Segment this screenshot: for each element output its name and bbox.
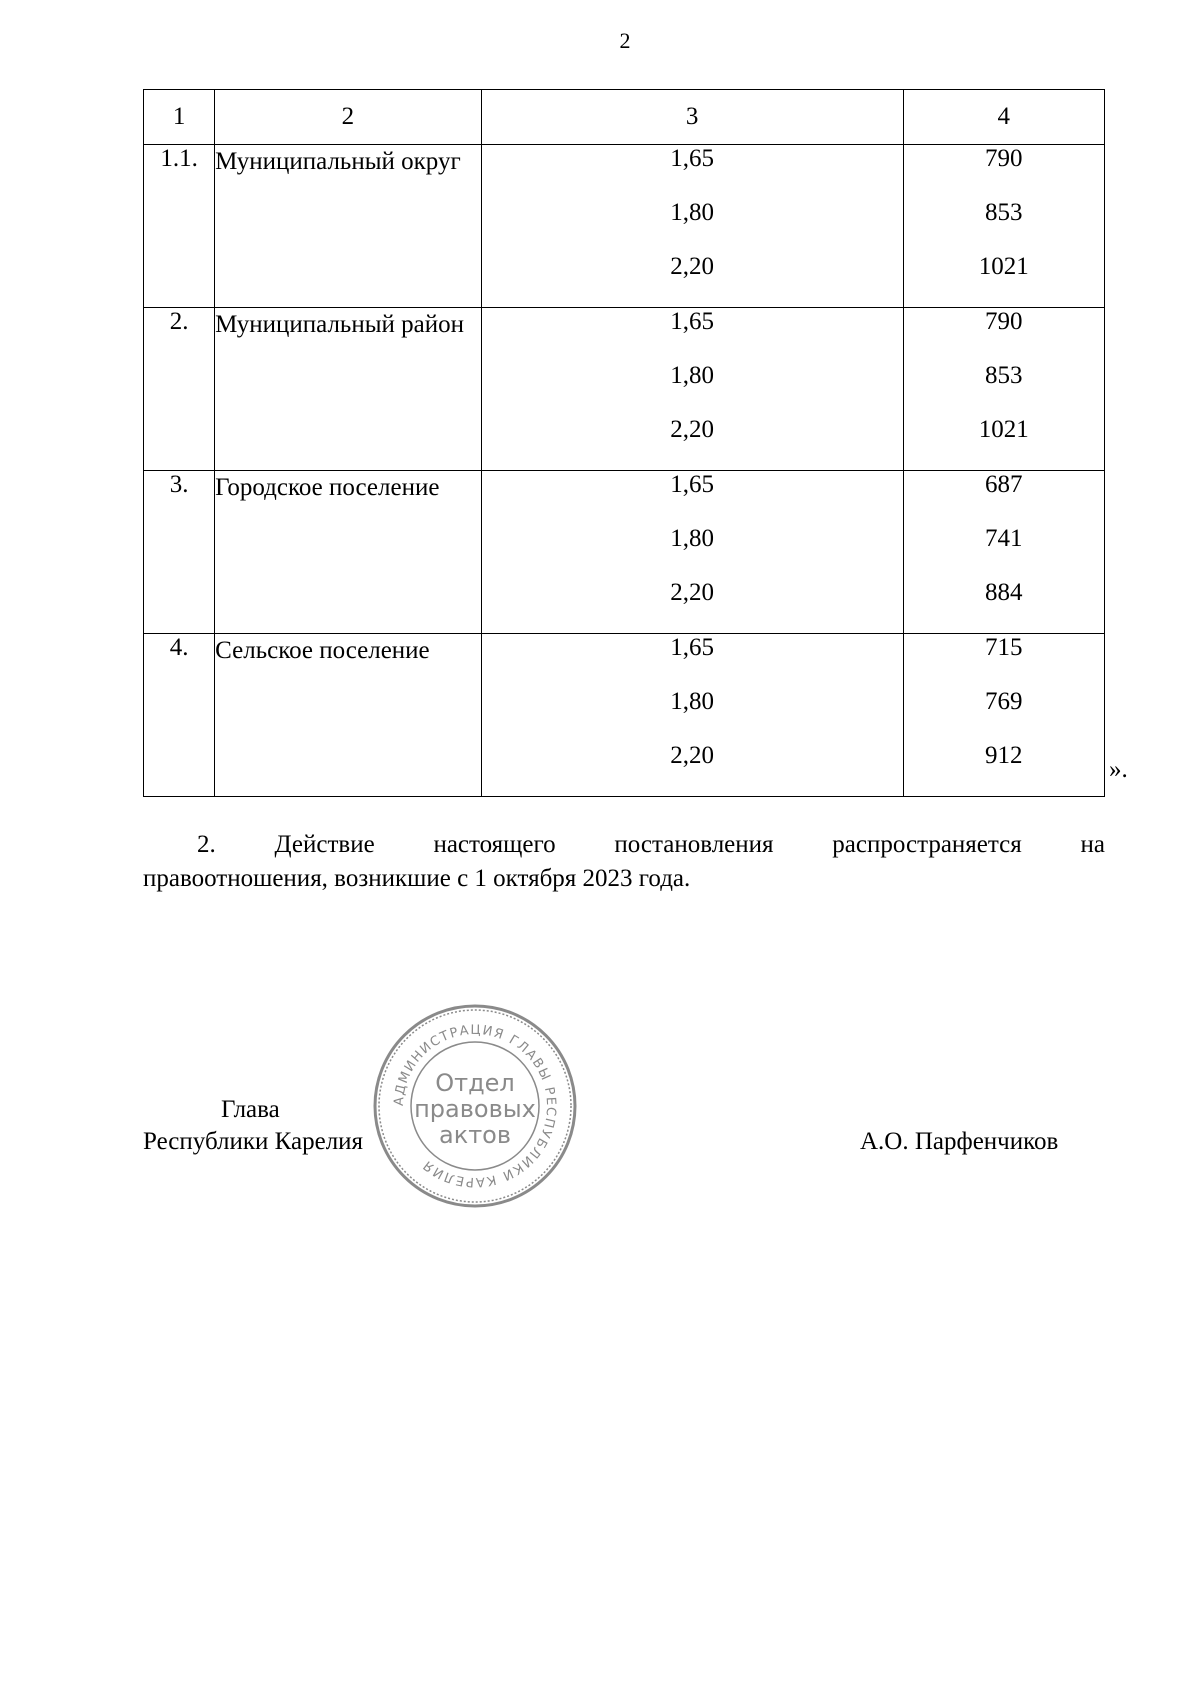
stamp-center-line1: Отдел: [435, 1069, 515, 1097]
coefficient-value: 2,20: [670, 742, 714, 769]
page-number: 2: [619, 28, 631, 53]
coefficient-cell: [481, 634, 903, 797]
row-number: 3.: [144, 471, 215, 634]
amount-value: 1021: [978, 253, 1029, 280]
table-row: [144, 634, 1105, 797]
effective-date-paragraph: [143, 828, 1105, 896]
coefficient-cell: [481, 308, 903, 471]
amount-value: 715: [985, 634, 1023, 661]
amount-value: 884: [985, 579, 1023, 606]
amount-value: 790: [985, 308, 1023, 335]
coefficient-value: 1,80: [670, 199, 714, 226]
amount-cell: [903, 471, 1104, 634]
amount-value: 853: [985, 362, 1023, 389]
rates-table: [143, 89, 1105, 797]
row-name: Сельское поселение: [215, 634, 482, 797]
closing-quote: ».: [1109, 756, 1128, 783]
amount-cell: [903, 308, 1104, 471]
header-cell: 2: [215, 90, 482, 145]
coefficient-value: 1,65: [670, 145, 714, 172]
stamp-center-line2: правовых: [414, 1095, 536, 1123]
header-cell: 1: [144, 90, 215, 145]
stamp-ring-text: АДМИНИСТРАЦИЯ ГЛАВЫ РЕСПУБЛИКИ КАРЕЛИЯ: [391, 1022, 559, 1190]
stamp-center-line3: актов: [438, 1121, 512, 1149]
table-row: [144, 145, 1105, 308]
amount-cell: [903, 634, 1104, 797]
coefficient-cell: [481, 471, 903, 634]
coefficient-value: 2,20: [670, 253, 714, 280]
coefficient-value: 1,65: [670, 634, 714, 661]
row-number: 4.: [144, 634, 215, 797]
signer-title-line2: Республики Карелия: [143, 1128, 364, 1155]
row-number: 1.1.: [144, 145, 215, 308]
official-stamp-icon: [372, 1003, 578, 1209]
amount-value: 687: [985, 471, 1023, 498]
coefficient-value: 2,20: [670, 579, 714, 606]
row-name: Городское поселение: [215, 471, 482, 634]
coefficient-value: 1,80: [670, 362, 714, 389]
table-row: [144, 471, 1105, 634]
signer-name: А.О. Парфенчиков: [860, 1128, 1059, 1155]
coefficient-value: 1,80: [670, 688, 714, 715]
header-cell: 3: [481, 90, 903, 145]
table-row: [144, 308, 1105, 471]
header-cell: 4: [903, 90, 1104, 145]
paragraph-line: 2. Действие настоящего постановления распространяется на: [197, 831, 1105, 858]
coefficient-value: 2,20: [670, 416, 714, 443]
amount-value: 769: [985, 688, 1023, 715]
amount-value: 790: [985, 145, 1023, 172]
amount-cell: [903, 145, 1104, 308]
row-name: Муниципальный район: [215, 308, 482, 471]
signer-title-line1: Глава: [221, 1096, 280, 1123]
coefficient-cell: [481, 145, 903, 308]
amount-value: 853: [985, 199, 1023, 226]
row-name: Муниципальный округ: [215, 145, 482, 308]
paragraph-line: правоотношения, возникшие с 1 октября 2023 года.: [143, 865, 691, 892]
amount-value: 741: [985, 525, 1023, 552]
row-number: 2.: [144, 308, 215, 471]
coefficient-value: 1,65: [670, 471, 714, 498]
coefficient-value: 1,80: [670, 525, 714, 552]
table-header-row: [144, 90, 1105, 145]
amount-value: 1021: [978, 416, 1029, 443]
amount-value: 912: [985, 742, 1023, 769]
coefficient-value: 1,65: [670, 308, 714, 335]
